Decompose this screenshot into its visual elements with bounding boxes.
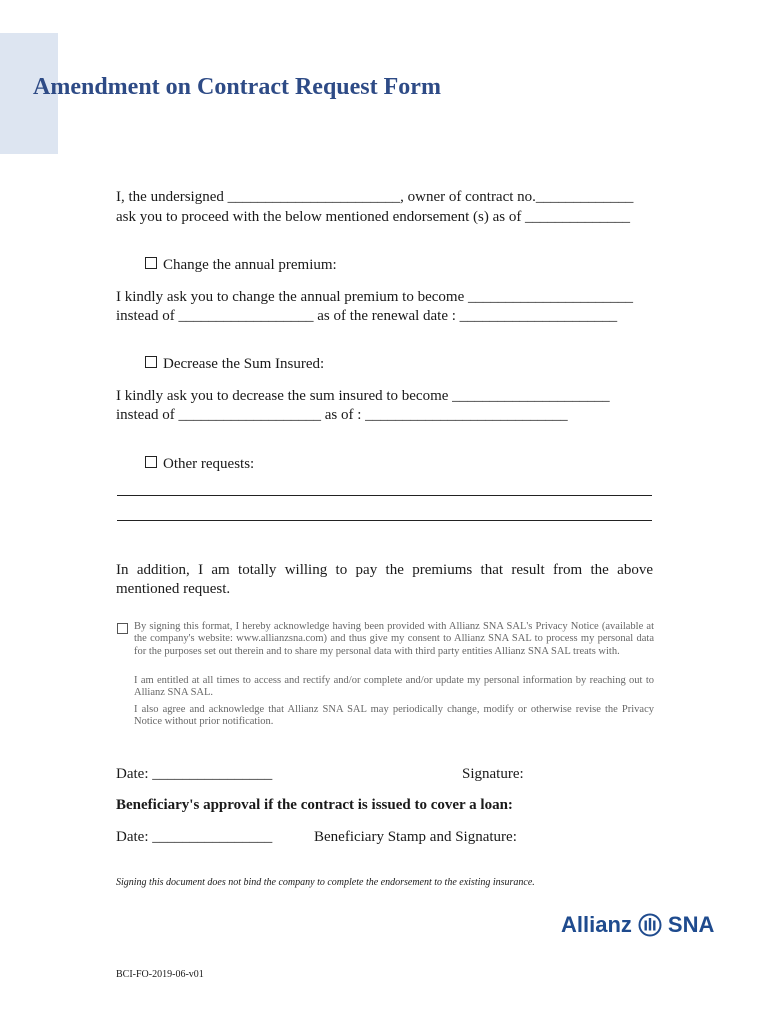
change-premium-option[interactable]	[145, 256, 337, 274]
intro-line-2: ask you to proceed with the below mentioned endorsement (s) as of ______________	[116, 209, 631, 225]
allianz-sna-logo	[561, 910, 714, 940]
other-requests-option[interactable]	[145, 455, 254, 473]
privacy-consent-checkbox[interactable]	[117, 623, 128, 634]
intro-line-1: I, the undersigned _______________________, owner of contract no._____________	[116, 189, 634, 205]
form-code: BCI-FO-2019-06-v01	[116, 969, 204, 980]
change-premium-label: Change the annual premium:	[163, 257, 337, 273]
disclaimer-note: Signing this document does not bind the company to complete the endorsement to the existing insurance.	[116, 877, 535, 888]
premium-line-1: I kindly ask you to change the annual premium to become ______________________	[116, 289, 633, 305]
decrease-sum-checkbox[interactable]	[145, 356, 157, 368]
beneficiary-stamp-field: Beneficiary Stamp and Signature:	[314, 829, 517, 845]
other-requests-line-2[interactable]	[117, 520, 652, 521]
sum-line-1: I kindly ask you to decrease the sum insured to become _____________________	[116, 388, 610, 404]
date-field: Date: ________________	[116, 766, 273, 782]
other-requests-line-1[interactable]	[117, 495, 652, 496]
beneficiary-date-field: Date: ________________	[116, 829, 273, 845]
signature-field: Signature:	[462, 766, 524, 782]
payment-commitment: In addition, I am totally willing to pay the premiums that result from the above mentioned request.	[116, 562, 653, 597]
other-requests-checkbox[interactable]	[145, 456, 157, 468]
privacy-consent-paragraph-2: I am entitled at all times to access and rectify and/or complete and/or update my personal information by reaching out to Allianz SNA SAL.	[134, 675, 654, 699]
sum-line-2: instead of ___________________ as of : ___________________________	[116, 407, 568, 423]
privacy-consent-paragraph-3: I also agree and acknowledge that Allianz SNA SAL may periodically change, modify or otherwise revise the Privacy Notice without prior notification.	[134, 704, 654, 728]
change-premium-checkbox[interactable]	[145, 257, 157, 269]
premium-line-2: instead of __________________ as of the renewal date : _____________________	[116, 308, 618, 324]
logo-text-right: SNA	[667, 912, 715, 937]
allianz-eagle-icon	[638, 913, 662, 937]
logo-text-left: Allianz	[561, 912, 632, 937]
privacy-consent-paragraph-1: By signing this format, I hereby acknowledge having been provided with Allianz SNA SAL's Privacy Notice (available at the company's website: www.allianzsna.com) and thus give my consent to Allianz SNA SAL to process my personal data for the purposes set out therein and to share my personal data with third party entities Allianz SNA SAL treats with.	[134, 621, 654, 657]
form-title: Amendment on Contract Request Form	[33, 74, 441, 100]
decrease-sum-label: Decrease the Sum Insured:	[163, 356, 325, 372]
other-requests-label: Other requests:	[163, 456, 255, 472]
beneficiary-heading: Beneficiary's approval if the contract is issued to cover a loan:	[116, 797, 513, 813]
decrease-sum-option[interactable]	[145, 355, 324, 373]
